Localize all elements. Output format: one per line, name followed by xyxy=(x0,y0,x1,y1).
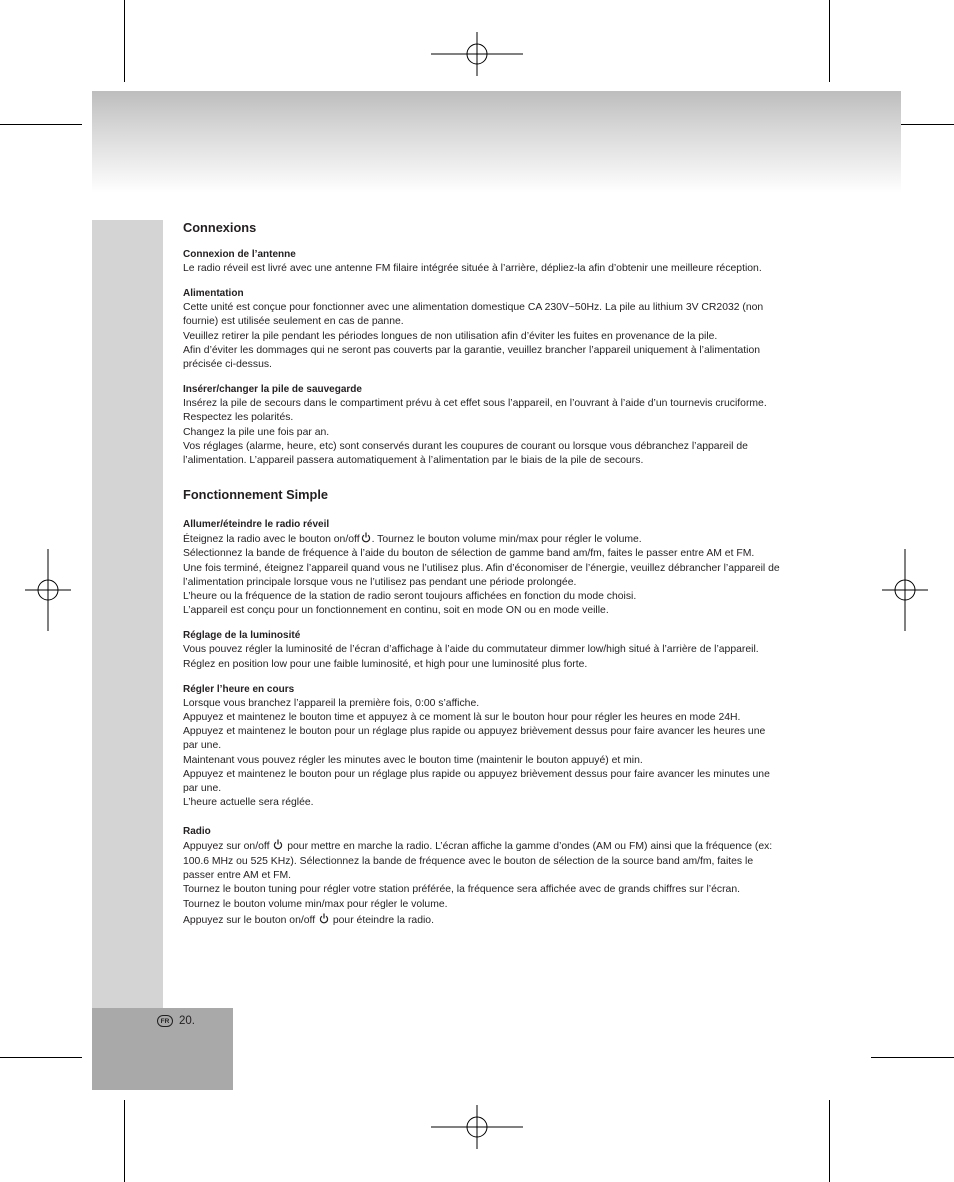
power-icon xyxy=(273,839,283,850)
crop-mark-top-left-h xyxy=(0,124,82,125)
crop-mark-bottom-left-v xyxy=(124,1100,125,1182)
subsection-heading: Régler l’heure en cours xyxy=(183,683,295,695)
subsection-heading: Insérer/changer la pile de sauvegarde xyxy=(183,384,362,396)
subsection-heading: Réglage de la luminosité xyxy=(183,630,301,642)
page-number-text: 20. xyxy=(179,1015,195,1027)
crop-mark-bottom-right-h xyxy=(871,1057,954,1058)
subsection-heading: Connexion de l’antenne xyxy=(183,249,296,260)
paragraph: Appuyez sur le bouton on/off pour éteindre la radio. xyxy=(183,914,434,926)
registration-mark-bottom xyxy=(431,1105,523,1149)
paragraph: Vos réglages (alarme, heure, etc) sont conservés durant les coupures de courant ou lorsque vous débranchez l’appareil de l’alimentation. L’appareil passera automatiquement à l’alimentation par le biais de la pile de secours. xyxy=(183,440,748,467)
left-side-bar xyxy=(92,220,163,1008)
subsection-radio xyxy=(183,825,783,927)
paragraph: Insérez la pile de secours dans le compartiment prévu à cet effet sous l’appareil, en l’ouvrant à l’aide d’un tournevis cruciforme. Respectez les polarités. xyxy=(183,398,767,424)
language-badge: FR xyxy=(157,1015,173,1027)
paragraph: Le radio réveil est livré avec une antenne FM filaire intégrée située à l’arrière, dépliez-la afin d’obtenir une meilleure réception. xyxy=(183,263,762,274)
paragraph: Afin d’éviter les dommages qui ne seront pas couverts par la garantie, veuillez brancher l’appareil uniquement à l’alimentation précisée ci-dessus. xyxy=(183,344,761,371)
crop-mark-bottom-right-v xyxy=(829,1100,830,1182)
subsection-heading: Radio xyxy=(183,826,211,838)
paragraph: L’heure actuelle sera réglée. xyxy=(183,797,314,809)
paragraph: Une fois terminé, éteignez l’appareil quand vous ne l’utilisez plus. Afin d’économiser de l’énergie, veuillez débrancher l’appareil de l’alimentation principale lorsque vous ne l’utilisez pas pendant une période prolongée. xyxy=(183,562,780,588)
crop-mark-top-right-v xyxy=(829,0,830,82)
subsection-heading: Alimentation xyxy=(183,288,244,300)
header-gradient-band xyxy=(92,91,901,193)
paragraph: Changez la pile une fois par an. xyxy=(183,426,330,438)
paragraph: Éteignez la radio avec le bouton on/off . Tournez le bouton volume min/max pour régler le volume. xyxy=(183,534,642,546)
crop-mark-bottom-left-h xyxy=(0,1057,82,1058)
subsection-luminosite xyxy=(183,629,783,671)
paragraph: Appuyez et maintenez le bouton pour un réglage plus rapide ou appuyez brièvement dessus pour faire avancer les minutes une par une. xyxy=(183,768,770,795)
crop-mark-top-left-v xyxy=(124,0,125,82)
paragraph: Appuyez et maintenez le bouton pour un réglage plus rapide ou appuyez brièvement dessus pour faire avancer les heures une par une. xyxy=(183,726,766,752)
subsection-antenne xyxy=(183,248,783,276)
power-icon xyxy=(361,532,371,543)
section-title-connexions: Connexions xyxy=(183,220,257,235)
page-number xyxy=(157,1015,195,1027)
registration-mark-top xyxy=(431,32,523,76)
page-content xyxy=(183,220,783,928)
subsection-heure xyxy=(183,683,783,811)
power-icon xyxy=(319,913,329,924)
paragraph: Appuyez sur on/off pour mettre en marche la radio. L’écran affiche la gamme d’ondes (AM ou FM) ainsi que la fréquence (ex: 100.6 MHz ou 525 KHz). Sélectionnez la bande de fréquence avec le bouton de sélection de la source band am/fm, faites le passer entre AM et FM. xyxy=(183,841,773,881)
paragraph: L’heure ou la fréquence de la station de radio seront toujours affichées en fonction du mode choisi. xyxy=(183,591,637,603)
paragraph: Appuyez et maintenez le bouton time et appuyez à ce moment là sur le bouton hour pour régler les heures en mode 24H. xyxy=(183,712,741,724)
registration-mark-left xyxy=(25,549,71,631)
subsection-pile xyxy=(183,383,783,468)
section-title-fonctionnement: Fonctionnement Simple xyxy=(183,487,329,503)
paragraph: Veuillez retirer la pile pendant les périodes longues de non utilisation afin d’éviter les fuites en provenance de la pile. xyxy=(183,330,718,342)
paragraph: Cette unité est conçue pour fonctionner avec une alimentation domestique CA 230V~50Hz. La pile au lithium 3V CR2032 (non fournie) est utilisée seulement en cas de panne. xyxy=(183,302,764,328)
registration-mark-right xyxy=(882,549,928,631)
paragraph: Vous pouvez régler la luminosité de l’écran d’affichage à l’aide du commutateur dimmer low/high situé à l’arrière de l’appareil. Réglez en position low pour une faible luminosité, et high pour une luminosité plus forte. xyxy=(183,644,759,670)
paragraph: Sélectionnez la bande de fréquence à l’aide du bouton de sélection de gamme band am/fm, faites le passer entre AM et FM. xyxy=(183,548,755,560)
paragraph: Tournez le bouton volume min/max pour régler le volume. xyxy=(183,899,448,911)
paragraph: Tournez le bouton tuning pour régler votre station préférée, la fréquence sera affichée avec de grands chiffres sur l’écran. xyxy=(183,884,740,896)
paragraph: L’appareil est conçu pour un fonctionnement en continu, soit en mode ON ou en mode veille. xyxy=(183,605,609,617)
paragraph: Maintenant vous pouvez régler les minutes avec le bouton time (maintenir le bouton appuyé) et min. xyxy=(183,754,643,766)
subsection-allumer xyxy=(183,518,783,618)
subsection-heading: Allumer/éteindre le radio réveil xyxy=(183,519,330,531)
paragraph: Lorsque vous branchez l’appareil la première fois, 0:00 s’affiche. xyxy=(183,697,480,709)
subsection-alimentation xyxy=(183,287,783,372)
